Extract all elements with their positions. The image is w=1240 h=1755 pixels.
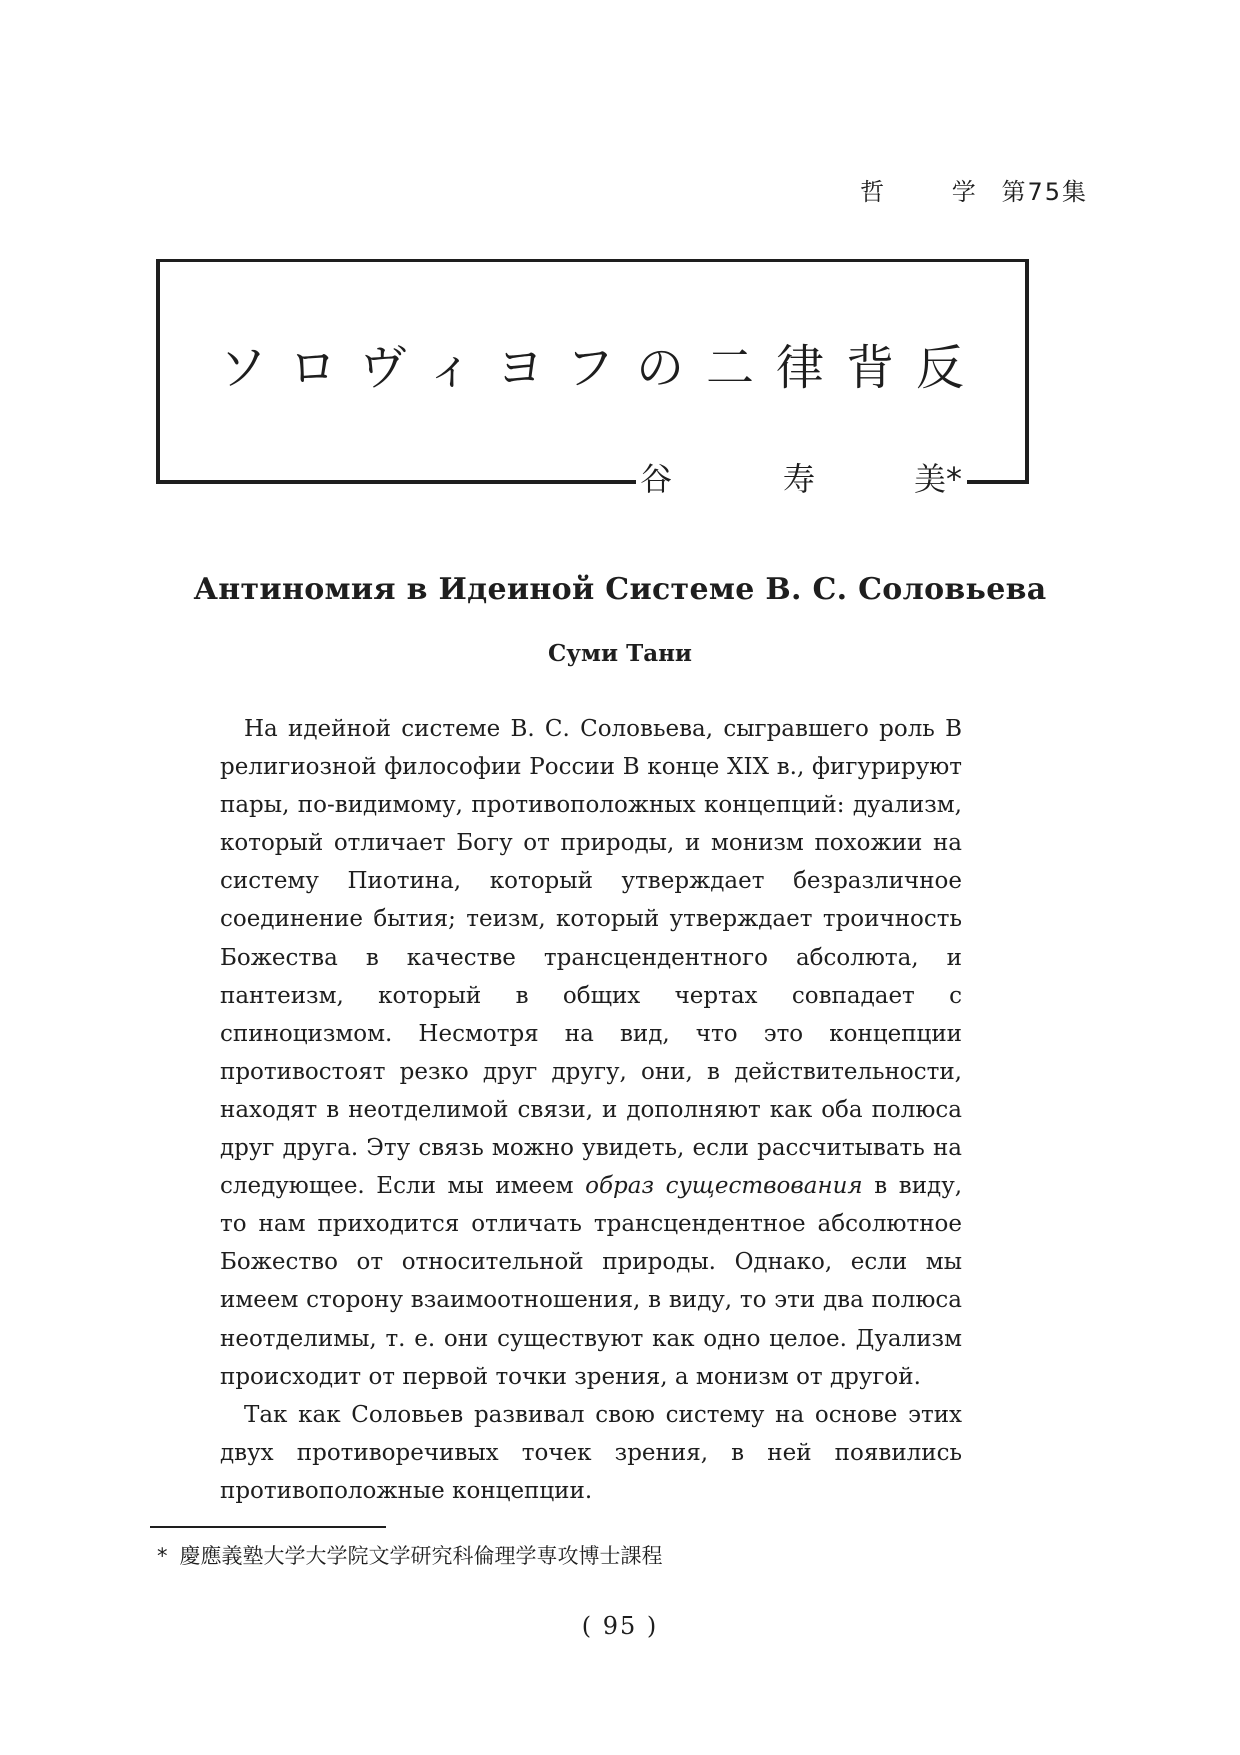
russian-title: Антиномия в Идеиной Системе В. С. Соловьева — [193, 572, 1047, 607]
footnote-rule — [150, 1526, 386, 1528]
author-given-name-2: 美* — [913, 460, 962, 498]
journal-name: 哲 学 — [860, 178, 1006, 206]
frame-bottom-rule-right — [967, 480, 1029, 484]
footnote — [157, 1540, 663, 1570]
abstract-paragraph-1: На идейной системе В. С. Соловьева, сыгравшего роль В религиозной философии России В конце XIX в., фигурируют пары, по-видимому, противоположных концепций: дуализм, который отличает Богу от природы, и монизм похожии на систему Пиотина, который утверждает безразличное соединение бытия; теизм, который утверждает троичность Божества в качестве трансцендентного абсолюта, и пантеизм, который в общих чертах совпадает с спиноцизмом. Несмотря на вид, что это концепции противостоят резко друг другу, они, в действительности, находят в неотделимой связи, и дополняют как оба полюса друг друга. Эту связь можно увидеть, если рассчитывать на следующее. Если мы имеем образ существования в виду, то нам приходится отличать трансцендентное абсолютное Божество от относительной природы. Однако, если мы имеем сторону взаимоотношения, в виду, то эти два полюса неотделимы, т. е. они существуют как одно целое. Дуализм происходит от первой точки зрения, а монизм от другой. — [220, 716, 963, 1390]
footnote-text: 慶應義塾大学大学院文学研究科倫理学専攻博士課程 — [179, 1544, 663, 1568]
italic-phrase: образ существования — [585, 1173, 863, 1200]
frame-top-rule — [156, 259, 1029, 262]
russian-author: Суми Тани — [548, 640, 692, 667]
japanese-title: ソロヴィヨフの二律背反 — [218, 340, 987, 396]
japanese-author — [636, 454, 966, 500]
footnote-mark: * — [157, 1544, 168, 1568]
abstract — [220, 710, 962, 1510]
author-given-name-1: 寿 — [782, 460, 815, 498]
journal-volume: 第75集 — [1001, 178, 1088, 206]
title-frame — [156, 259, 1029, 498]
page-number: ( 95 ) — [581, 1612, 659, 1640]
journal-header — [860, 172, 1088, 207]
frame-bottom-rule-left — [156, 480, 636, 484]
abstract-paragraph-2: Так как Соловьев развивал свою систему на основе этих двух противоречивых точек зрения, в ней появились противоположные концепции. — [220, 1401, 962, 1504]
author-footnote-mark: * — [945, 460, 962, 498]
author-surname: 谷 — [640, 460, 673, 498]
